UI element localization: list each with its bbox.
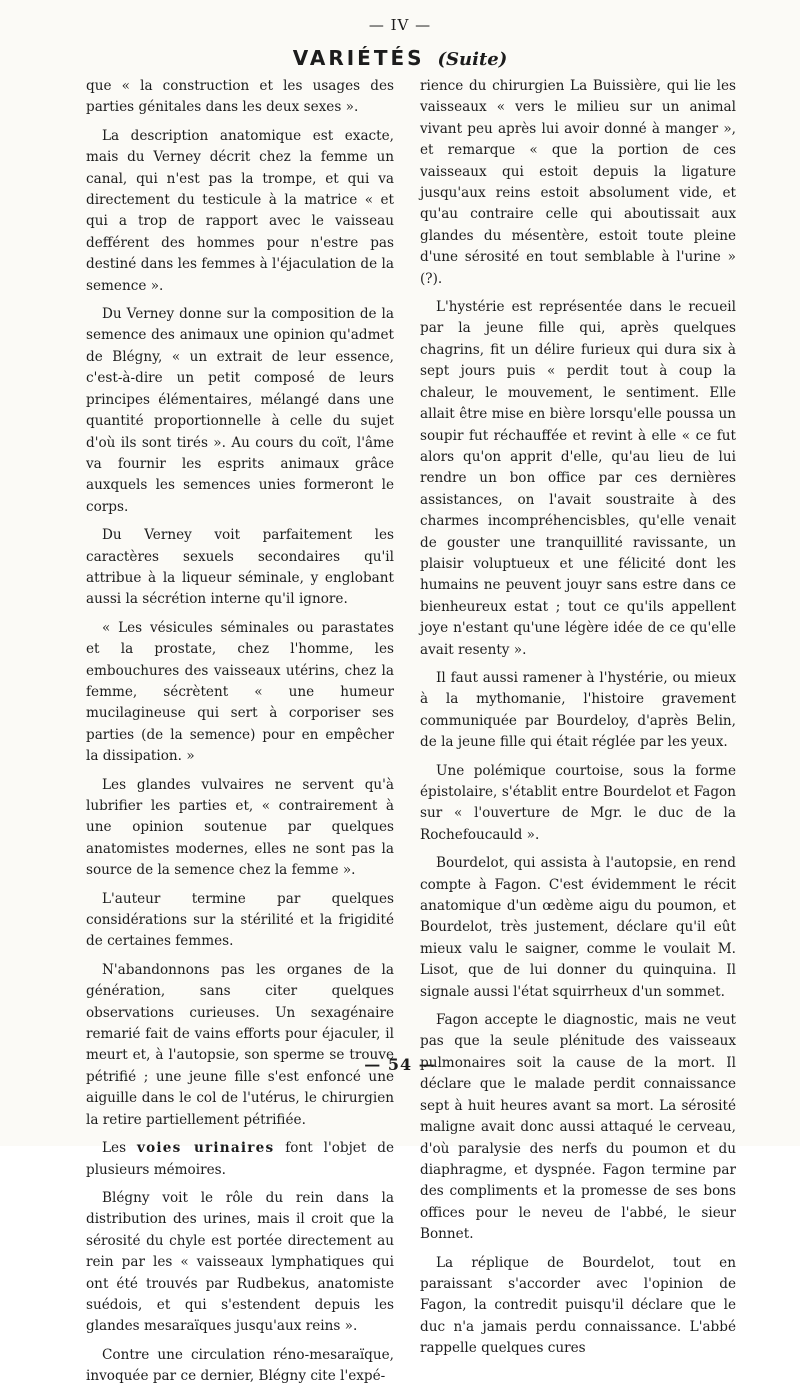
paragraph [86, 1138, 394, 1181]
paragraph: Les glandes vulvaires ne servent qu'à lubrifier les parties et, « contrairement à une opinion soutenue par quelques anatomistes modernes, elles ne sont pas la source de la semence chez la femme ». [86, 776, 394, 879]
section-title-text: VARIÉTÉS [292, 46, 425, 70]
paragraph: rience du chirurgien La Buissière, qui lie les vaisseaux « vers le milieu sur un animal vivant peu après lui avoir donné à manger », et remarque « que la portion de ces vaisseaux qui estoit depuis la ligature jusqu'aux reins estoit absolument vide, et qu'au contraire celle qui aboutissait aux glandes du mésentère, estoit toute pleine d'une sérosité en tout semblable à l'urine » (?). [420, 78, 736, 287]
paragraph: que « la construction et les usages des parties génitales dans les deux sexes ». [86, 78, 394, 116]
paragraph: L'auteur termine par quelques considérations sur la stérilité et la frigidité de certaines femmes. [86, 890, 394, 950]
paragraph: Fagon accepte le diagnostic, mais ne veut pas que la seule plénitude des vaisseaux pulmonaires soit la cause de la mort. Il déclare que le malade perdit connaissance sept à huit heures avant sa mort. La sérosité maligne avait donc aussi attaqué le cerveau, d'où paralysie des nerfs du poumon et du diaphragme, et dyspnée. Fagon termine par des compliments et la promesse de ses bons offices pour le neveu de l'abbé, le sieur Bonnet. [420, 1012, 736, 1243]
running-head: — IV — [368, 16, 432, 34]
paragraph: Du Verney donne sur la composition de la semence des animaux une opinion qu'admet de Blégny, « un extrait de leur essence, c'est-à-dire un petit composé de leurs principes élémentaires, mélangé dans une quantité proportionnelle à celle du sujet d'où ils sont tirés ». Au cours du coït, l'âme va fournir les esprits animaux grâce auxquels les semences unies formeront le corps. [86, 306, 394, 515]
emphasized-term: voies urinaires [137, 1140, 275, 1157]
paragraph: La description anatomique est exacte, mais du Verney décrit chez la femme un canal, qui n'est pas la trompe, et qui va directement du testicule à la matrice « et qui a trop de rapport avec le vaisseau defférent des hommes pour n'estre pas destiné dans les femmes à l'éjaculation de la semence ». [86, 127, 394, 294]
paragraph-rest: font l'objet de plusieurs mémoires. [86, 1140, 394, 1178]
paragraph: L'hystérie est représentée dans le recueil par la jeune fille qui, après quelques chagrins, fit un délire furieux qui dura six à sept jours puis « perdit tout à coup la chaleur, le mouvement, le sentiment. Elle allait être mise en bière lorsqu'elle poussa un soupir fut réchauffée et revint à elle « ce fut alors qu'on apprit d'elle, qu'au lieu de lui rendre un bon office par ces dernières assistances, on l'avait soustraite à des charmes incompréhencisbles, qu'elle venait de gouster une tranquillité ravissante, un plaisir voluptueux et une félicité dont les humains ne peuvent jouyr sans estre dans ce bienheureux estat ; tout ce qu'ils appellent joye n'estant qu'une légère idée de ce qu'elle avait resenty ». [420, 299, 736, 658]
paragraph: Blégny voit le rôle du rein dans la distribution des urines, mais il croit que la sérosité du chyle est portée directement au rein par les « vaisseaux lymphatiques qui ont été trouvés par Rudbekus, anatomiste suédois, et qui s'estendent depuis les glandes mesaraïques jusqu'aux reins ». [86, 1189, 394, 1335]
paragraph: Une polémique courtoise, sous la forme épistolaire, s'établit entre Bourdelot et Fagon sur « l'ouverture de Mgr. le duc de la Rochefoucauld ». [420, 762, 736, 843]
page-number: — 54 — [364, 1055, 436, 1074]
paragraph: Il faut aussi ramener à l'hystérie, ou mieux à la mythomanie, l'histoire gravement communiquée par Bourdeloy, d'après Belin, de la jeune fille qui était réglée par les yeux. [420, 669, 736, 751]
paragraph: Bourdelot, qui assista à l'autopsie, en rend compte à Fagon. C'est évidemment le récit anatomique d'un œdème aigu du poumon, et Bourdelot, très justement, déclare qu'il eût mieux valu le saigner, comme le voulait M. Lisot, que de lui donner du quinquina. Il signale aussi l'état squirrheux d'un sommet. [420, 855, 736, 1000]
paragraph-lead: Les [102, 1140, 127, 1157]
right-column [420, 76, 736, 1357]
paragraph: La réplique de Bourdelot, tout en paraissant s'accorder avec l'opinion de Fagon, la contredit puisqu'il déclare que le duc n'a jamais perdu connaissance. L'abbé rappelle quelques cures [420, 1254, 736, 1357]
paragraph: « Les vésicules séminales ou parastates et la prostate, chez l'homme, les embouchures des vaisseaux utérins, chez la femme, sécrètent « une humeur mucilagineuse qui sert à corporiser ses parties (de la semence) pour en empêcher la dissipation. » [86, 619, 394, 765]
section-title [0, 46, 800, 72]
paragraph: Contre une circulation réno-mesaraïque, invoquée par ce dernier, Blégny cite l'expé- [86, 1346, 394, 1385]
section-subtitle: (Suite) [437, 49, 508, 70]
left-column [86, 76, 394, 1385]
paragraph: N'abandonnons pas les organes de la génération, sans citer quelques observations curieuses. Un sexagénaire remarié fait de vains efforts pour éjaculer, il meurt et, à l'autopsie, son sperme se trouve pétrifié ; une jeune fille s'est enfoncé une aiguille dans le col de l'utérus, le chirurgien la retire partiellement pétrifiée. [86, 961, 394, 1128]
paragraph: Du Verney voit parfaitement les caractères sexuels secondaires qu'il attribue à la liqueur séminale, y englobant aussi la sécrétion interne qu'il ignore. [86, 527, 394, 608]
